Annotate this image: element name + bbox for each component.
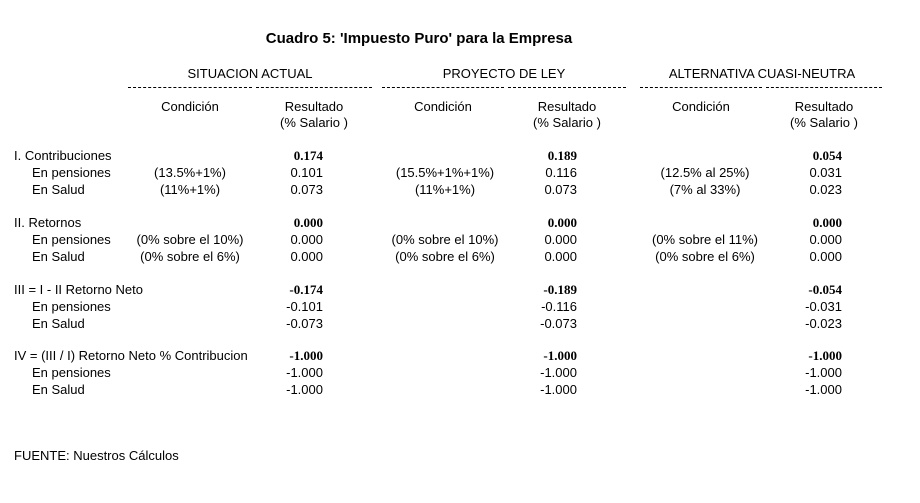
divider	[128, 87, 252, 88]
row-condition: (0% sobre el 10%)	[391, 232, 499, 247]
row-condition: (12.5% al 25%)	[660, 165, 750, 180]
row-value: -1.000	[286, 365, 323, 380]
row-label: En pensiones	[32, 165, 111, 180]
divider	[766, 87, 882, 88]
row-condition: (13.5%+1%)	[154, 165, 226, 180]
row-condition: (0% sobre el 6%)	[395, 249, 495, 264]
section-title-proyecto: PROYECTO DE LEY	[442, 66, 566, 81]
row-value: 0.073	[290, 182, 323, 197]
row-condition: (0% sobre el 6%)	[655, 249, 755, 264]
group-total: 0.189	[547, 148, 577, 163]
row-value: 0.023	[809, 182, 842, 197]
divider	[640, 87, 762, 88]
row-value: -1.000	[286, 382, 323, 397]
row-value: 0.000	[290, 232, 323, 247]
row-value: -0.073	[540, 316, 577, 331]
group-total: -1.000	[543, 348, 577, 363]
row-label: En Salud	[32, 382, 85, 397]
row-condition: (0% sobre el 11%)	[652, 232, 758, 247]
group-label: I. Contribuciones	[14, 148, 112, 163]
row-label: En pensiones	[32, 299, 111, 314]
group-total: 0.000	[547, 215, 577, 230]
row-value: -0.031	[805, 299, 842, 314]
row-value: 0.000	[290, 249, 323, 264]
group-label: IV = (III / I) Retorno Neto % Contribucion	[14, 348, 248, 363]
row-condition: (15.5%+1%+1%)	[395, 165, 495, 180]
row-label: En pensiones	[32, 232, 111, 247]
group-total: 0.000	[293, 215, 323, 230]
row-condition: (7% al 33%)	[669, 182, 741, 197]
row-label: En Salud	[32, 316, 85, 331]
column-header-resultado: Resultado (% Salario )	[790, 99, 858, 130]
group-total: -0.174	[289, 282, 323, 297]
group-total: -1.000	[289, 348, 323, 363]
row-condition: (11%+1%)	[414, 182, 476, 197]
row-value: -1.000	[540, 382, 577, 397]
group-total: -0.054	[808, 282, 842, 297]
divider	[256, 87, 372, 88]
group-total: 0.054	[812, 148, 842, 163]
row-condition: (0% sobre el 6%)	[140, 249, 240, 264]
row-value: 0.073	[544, 182, 577, 197]
row-label: En Salud	[32, 249, 85, 264]
row-value: -1.000	[540, 365, 577, 380]
row-label: En Salud	[32, 182, 85, 197]
group-total: -0.189	[543, 282, 577, 297]
row-value: -0.101	[286, 299, 323, 314]
section-title-actual: SITUACION ACTUAL	[187, 66, 313, 81]
group-total: -1.000	[808, 348, 842, 363]
divider	[382, 87, 504, 88]
table-title: Cuadro 5: 'Impuesto Puro' para la Empresa	[265, 30, 573, 47]
column-header-resultado: Resultado (% Salario )	[280, 99, 348, 130]
row-condition: (0% sobre el 10%)	[136, 232, 244, 247]
row-value: 0.000	[809, 249, 842, 264]
column-header-condicion: Condición	[672, 99, 730, 114]
group-label: II. Retornos	[14, 215, 82, 230]
group-total: 0.000	[812, 215, 842, 230]
row-value: 0.116	[545, 165, 577, 180]
section-title-alternativa: ALTERNATIVA CUASI-NEUTRA	[668, 66, 856, 81]
column-header-condicion: Condición	[161, 99, 219, 114]
row-label: En pensiones	[32, 365, 111, 380]
column-header-resultado: Resultado (% Salario )	[533, 99, 601, 130]
column-header-condicion: Condición	[414, 99, 472, 114]
divider	[508, 87, 626, 88]
row-value: 0.000	[809, 232, 842, 247]
row-value: 0.000	[544, 249, 577, 264]
group-total: 0.174	[293, 148, 323, 163]
row-value: -0.023	[805, 316, 842, 331]
row-value: -0.116	[541, 299, 577, 314]
row-condition: (11%+1%)	[159, 182, 221, 197]
row-value: -1.000	[805, 382, 842, 397]
row-value: 0.101	[290, 165, 323, 180]
row-value: -1.000	[805, 365, 842, 380]
row-value: 0.031	[809, 165, 842, 180]
row-value: 0.000	[544, 232, 577, 247]
group-label: III = I - II Retorno Neto	[14, 282, 143, 297]
source-note: FUENTE: Nuestros Cálculos	[14, 448, 179, 463]
row-value: -0.073	[286, 316, 323, 331]
